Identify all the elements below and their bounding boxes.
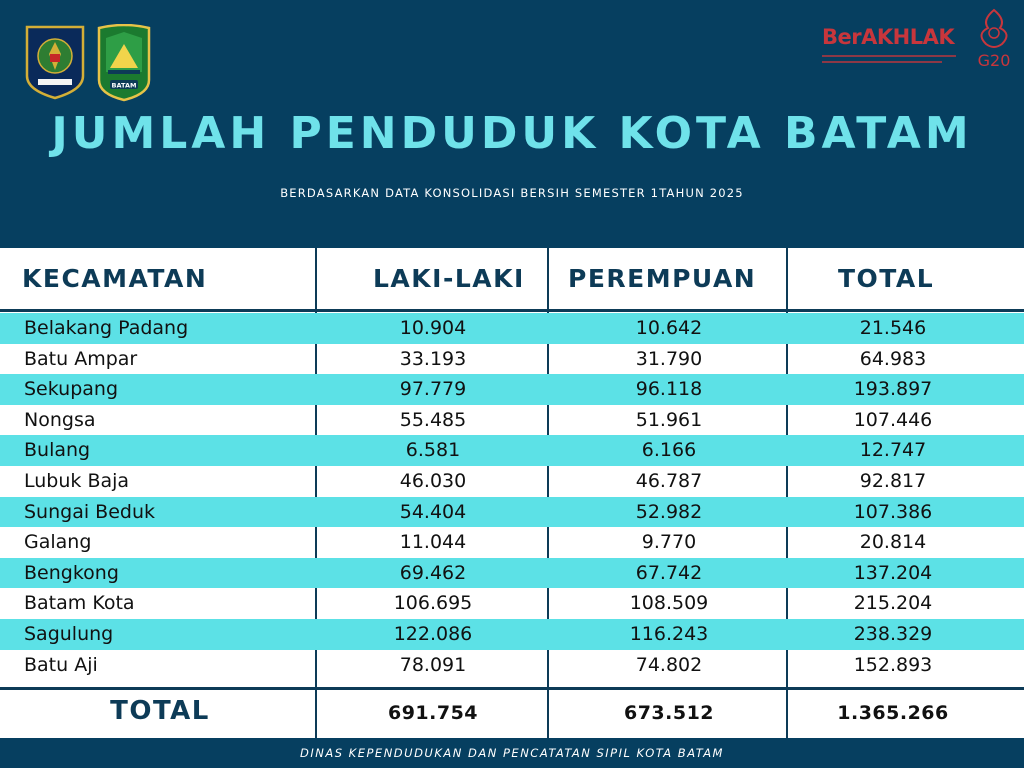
- laki-cell: 54.404: [399, 500, 467, 523]
- header-divider: [0, 309, 1024, 312]
- berakhlak-tagline-graphic: [822, 51, 956, 63]
- berakhlak-logo: BerAKHLAK: [822, 25, 955, 49]
- table-row: [0, 405, 1024, 436]
- kecamatan-cell: Galang: [24, 531, 92, 554]
- perempuan-cell: 6.166: [641, 439, 697, 462]
- table-row: [0, 313, 1024, 344]
- table-row: [0, 497, 1024, 528]
- total-cell: 92.817: [859, 469, 927, 492]
- total-all: 1.365.266: [837, 702, 949, 724]
- perempuan-cell: 10.642: [635, 317, 703, 339]
- table-row: [0, 650, 1024, 681]
- table-row: [0, 588, 1024, 619]
- table-row: [0, 527, 1024, 558]
- kecamatan-cell: Sekupang: [24, 378, 119, 401]
- header-total: TOTAL: [838, 264, 935, 293]
- laki-cell: 11.044: [399, 531, 467, 554]
- total-cell: 20.814: [859, 531, 927, 554]
- table-row: [0, 466, 1024, 497]
- total-cell: 107.386: [853, 500, 933, 523]
- total-cell: 12.747: [859, 439, 927, 462]
- kecamatan-cell: Batu Aji: [24, 653, 98, 676]
- perempuan-cell: 9.770: [641, 531, 697, 554]
- total-row-label: TOTAL: [110, 696, 210, 726]
- kecamatan-cell: Bulang: [24, 439, 91, 462]
- perempuan-cell: 74.802: [635, 653, 703, 676]
- kecamatan-cell: Batu Ampar: [24, 347, 138, 370]
- laki-cell: 78.091: [399, 653, 467, 676]
- total-cell: 107.446: [853, 408, 933, 431]
- perempuan-cell: 46.787: [635, 469, 703, 492]
- kecamatan-cell: Lubuk Baja: [24, 469, 130, 492]
- total-divider: [0, 687, 1024, 690]
- total-cell: 137.204: [853, 561, 933, 584]
- total-cell: 152.893: [853, 653, 933, 676]
- perempuan-cell: 51.961: [635, 408, 703, 431]
- kecamatan-cell: Bengkong: [24, 561, 119, 584]
- header-kecamatan: KECAMATAN: [22, 264, 208, 293]
- laki-cell: 10.904: [399, 317, 467, 339]
- laki-cell: 69.462: [399, 561, 467, 584]
- kecamatan-cell: Batam Kota: [24, 592, 135, 615]
- total-cell: 193.897: [853, 378, 933, 401]
- laki-cell: 97.779: [399, 378, 467, 401]
- perempuan-cell: 67.742: [635, 561, 703, 584]
- table-body: [0, 313, 1024, 680]
- perempuan-cell: 116.243: [629, 622, 709, 645]
- kemendagri-logo: [24, 24, 86, 100]
- g20-logo: [972, 8, 1016, 76]
- perempuan-cell: 108.509: [629, 592, 709, 615]
- total-cell: 21.546: [859, 317, 927, 339]
- table-row: [0, 344, 1024, 375]
- kecamatan-cell: Nongsa: [24, 408, 96, 431]
- laki-cell: 46.030: [399, 469, 467, 492]
- g20-text: G20: [977, 51, 1011, 70]
- header-laki-laki: LAKI-LAKI: [373, 264, 525, 293]
- laki-cell: 55.485: [399, 408, 467, 431]
- header-perempuan: PEREMPUAN: [568, 264, 757, 293]
- footer-text: DINAS KEPENDUDUKAN DAN PENCATATAN SIPIL KOTA BATAM: [300, 746, 724, 760]
- perempuan-cell: 31.790: [635, 347, 703, 370]
- kecamatan-cell: Sungai Beduk: [24, 500, 155, 523]
- table-row: [0, 619, 1024, 650]
- kecamatan-cell: Sagulung: [24, 622, 114, 645]
- laki-cell: 106.695: [393, 592, 473, 615]
- batam-logo: [96, 24, 152, 102]
- batam-logo-text: BATAM: [111, 81, 137, 90]
- total-cell: 238.329: [853, 622, 933, 645]
- laki-cell: 6.581: [405, 439, 461, 462]
- total-perempuan: 673.512: [623, 702, 715, 724]
- perempuan-cell: 96.118: [635, 378, 703, 401]
- total-cell: 64.983: [859, 347, 927, 370]
- kecamatan-cell: Belakang Padang: [24, 317, 189, 339]
- laki-cell: 122.086: [393, 622, 473, 645]
- page-subtitle: BERDASARKAN DATA KONSOLIDASI BERSIH SEMESTER 1TAHUN 2025: [280, 186, 744, 200]
- perempuan-cell: 52.982: [635, 500, 703, 523]
- total-cell: 215.204: [853, 592, 933, 615]
- table-row: [0, 435, 1024, 466]
- table-row: [0, 374, 1024, 405]
- total-laki: 691.754: [387, 702, 479, 724]
- page-title: JUMLAH PENDUDUK KOTA BATAM: [51, 108, 973, 159]
- table-row: [0, 558, 1024, 589]
- laki-cell: 33.193: [399, 347, 467, 370]
